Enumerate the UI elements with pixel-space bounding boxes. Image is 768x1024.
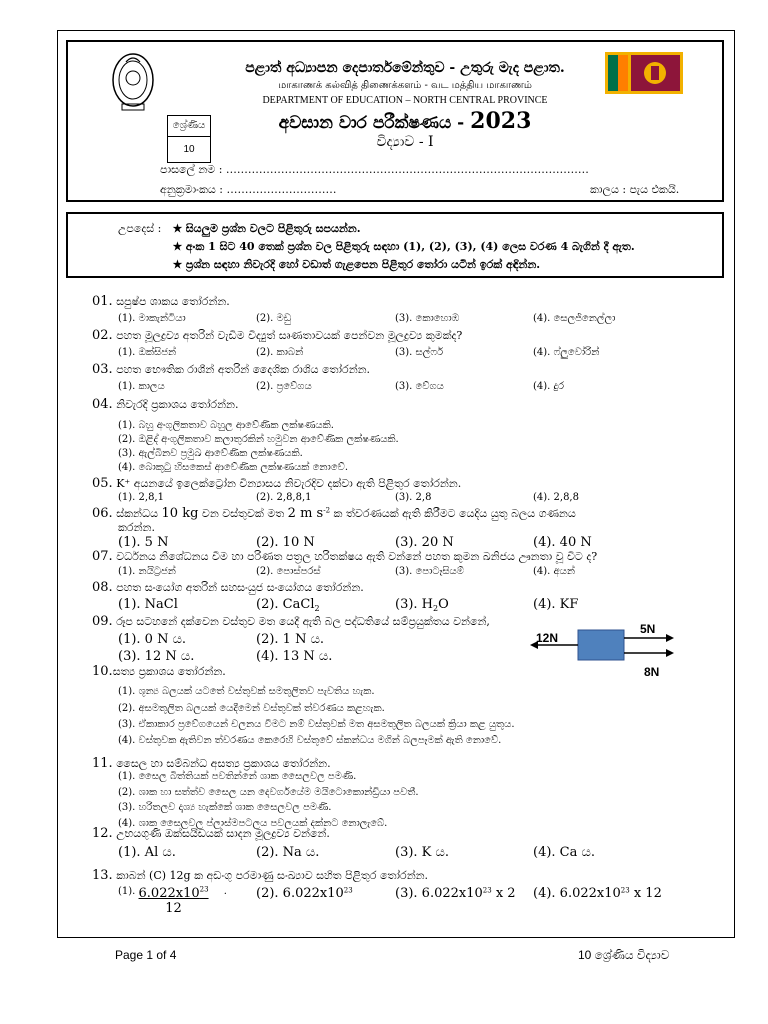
q13-option-3[interactable]: (3). $6.022x10^{23}$ x 2: [395, 886, 516, 901]
q10-option-2[interactable]: (2). අසමතුලිත බලයක් යෙදීමෙන් වස්තුවක් ත්වරණය කළහැක.: [118, 703, 385, 714]
q06-option-1[interactable]: (1). 5 N: [118, 535, 169, 550]
subject-title: විද්‍යාව - I: [376, 134, 434, 150]
q04-option-3[interactable]: (3). ඇල්බිනව ප්‍රමුඛ ආවේණික ලක්ෂණයකි.: [118, 448, 303, 459]
grade-value: 10: [183, 144, 195, 155]
q04-option-1[interactable]: (1). බහු අංගුලිකතාව බහුල ආවේණික ලක්ෂණයකි.: [118, 420, 334, 431]
grade-box: [167, 115, 211, 163]
q02-option-4[interactable]: (4). ෆ්ලුවෝරින්: [533, 347, 600, 358]
question-05: 05. K⁺ අයනයේ ඉලෙක්ට්‍රෝන වින්‍යාසය නිවැරදිව දක්වා ඇති පිළිතුර තෝරන්න.: [92, 476, 462, 491]
q01-option-1[interactable]: (1). මාකැන්ටියා: [118, 313, 186, 324]
header-line-sinhala: පළාත් අධ්‍යාපන දෙපාර්තමේන්තුව - උතුරු මැද පළාත.: [245, 60, 565, 76]
q03-option-4[interactable]: (4). දුර: [533, 381, 565, 392]
school-name-field: පාසලේ නම : ………………………………………………………………………………………: [160, 163, 589, 176]
q01-option-4[interactable]: (4). සෙලජිනෙල්ලා: [533, 313, 616, 324]
question-08: 08. පහත සංයෝග අතරින් සහසංයුජ සංයෝගය තෝරන්න.: [92, 580, 364, 595]
q12-option-3[interactable]: (3). K ය.: [395, 845, 450, 860]
left-force-label: 12N: [536, 631, 559, 645]
index-number-field: අනුක්‍රමාංකය : …………………………: [160, 183, 337, 196]
exam-title-text: අවසාන වාර පරීක්ෂණය -: [278, 113, 465, 133]
instructions-prefix: උපදෙස් :: [118, 222, 162, 235]
q12-option-1[interactable]: (1). Al ය.: [118, 845, 176, 860]
right-force-bottom-label: 8N: [644, 665, 660, 679]
q04-option-4[interactable]: (4). බොකුටු හිසකෙස් ආවේණික ලක්ෂණයක් නොවේ.: [118, 462, 349, 473]
question-12: 12. උභයගුණි ඔක්සයිඩයක් සාදන මූලද්‍රව්‍ය වන්නේ.: [92, 826, 330, 841]
q03-option-2[interactable]: (2). ප්‍රවේගය: [256, 381, 312, 392]
q08-option-3[interactable]: (3). $H_2O$: [395, 597, 449, 613]
q06-option-4[interactable]: (4). 40 N: [533, 535, 592, 550]
force-diagram: [528, 620, 678, 682]
q02-option-3[interactable]: (3). සල්ෆර්: [395, 347, 444, 358]
q13-option-2[interactable]: (2). $6.022x10^{23}$: [256, 886, 353, 901]
footer-subject: 10 ශ්‍රේණිය විද්‍යාව: [578, 948, 670, 962]
q05-option-4[interactable]: (4). 2,8,8: [533, 492, 579, 503]
q07-option-1[interactable]: (1). නයිට්‍රජන්: [118, 566, 176, 577]
time-label: කාලය : පැය එකයි.: [590, 183, 680, 196]
q12-option-2[interactable]: (2). Na ය.: [256, 845, 320, 860]
q08-option-4[interactable]: (4). KF: [533, 597, 579, 612]
q11-option-3[interactable]: (3). හරිතලව දෘශ්‍ය හැක්කේ ශාක සෛලවල පමණි.: [118, 802, 332, 813]
q05-option-3[interactable]: (3). 2,8: [395, 492, 432, 503]
q10-option-1[interactable]: (1). ශුන්‍ය බලයක් යටතේ වස්තුවක් සමතුලිතව පැවතිය හැක.: [118, 686, 375, 697]
question-09: 09. රූප සටහනේ දක්වෙන වස්තුව මත යෙදී ඇති බල පද්ධතියේ සම්ප්‍රයුක්තය වන්නේ,: [92, 614, 490, 629]
q13-option-1-numerator: $6.022x10^{23}$: [138, 886, 209, 902]
page-number: Page 1 of 4: [115, 948, 177, 962]
question-11: 11. සෛල හා සම්බන්ධ අසත්‍ය ප්‍රකාශය තෝරන්න.: [92, 756, 331, 771]
q08-option-2[interactable]: (2). CaCl$_2$: [256, 597, 320, 613]
q08-option-1[interactable]: (1). NaCl: [118, 597, 178, 612]
q11-option-4[interactable]: (4). ශාක සෛලවල ප්ලාස්මපටලය පවලයක් දක්නට නොලැබේ.: [118, 818, 388, 829]
question-02: 02. පහත මූලද්‍රව්‍ය අතරින් වැඩිම විද්‍යුත් සෘණතාවයක් පෙන්වන මූලද්‍රව්‍ය කුමක්ද?: [92, 328, 463, 343]
question-07: 07. වර්ධනය නිශේධනය වීම හා පරිණත පත්‍රල හරිතක්ෂය ඇති වන්නේ පහත කුමන ඛනිජය ඌනතා වූ විට ද?: [92, 549, 598, 564]
instruction-3: ★ ප්‍රශ්න සඳහා නිවැරදි හෝ වඩාත් ගැළපෙන පිළිතුර තෝරා යටින් ඉරක් අඳින්න.: [173, 258, 541, 271]
q07-option-3[interactable]: (3). පොටෑසියම්: [395, 566, 464, 577]
header-line-tamil: மாகாணக் கல்வித் திணைக்களம் - வட மத்திய மாகாணம்: [278, 80, 532, 91]
right-force-top-label: 5N: [640, 622, 656, 636]
q02-option-1[interactable]: (1). ඔක්සිජන්: [118, 347, 177, 358]
q13-option-1-denominator: 12: [165, 901, 182, 917]
instruction-1: ★ සියලුම ප්‍රශ්න වලට පිළිතුරු සපයන්න.: [173, 222, 361, 235]
grade-label: ශ්‍රේණිය: [168, 116, 210, 137]
question-13: 13. කාබන් (C) 12g ක අඩංගු පරමාණු සංඛ්‍යාව සහිත පිළිතුර තෝරන්න.: [92, 868, 429, 883]
question-10: 10.සත්‍ය ප්‍රකාශය තෝරන්න.: [92, 664, 226, 679]
q03-option-1[interactable]: (1). කාලය: [118, 381, 165, 392]
q06-option-2[interactable]: (2). 10 N: [256, 535, 315, 550]
q11-option-1[interactable]: (1). සෛල බිත්තියක් පවතින්නේ ශාක සෛලවල පමණි.: [118, 771, 357, 782]
q09-option-4[interactable]: (4). 13 N ය.: [256, 649, 333, 664]
question-06: 06. ස්කන්ධය 10 kg වන වස්තුවක් මත 2 m $s^{-2}$ ක ත්වරණයක් ඇති කිරීමට යෙදිය යුතු බලය ගණනය: [92, 506, 576, 521]
q12-option-4[interactable]: (4). Ca ය.: [533, 845, 595, 860]
header-line-english: DEPARTMENT OF EDUCATION – NORTH CENTRAL PROVINCE: [262, 95, 548, 106]
force-diagram-box: [578, 630, 624, 660]
q13-option-1[interactable]: (1). $\frac{6.022x10^{23}}{12}$ .: [118, 886, 227, 917]
q04-option-2[interactable]: (2). ඔළිද් අංගුලිකතාව කලාතුරකින් හමුවන ආවේණික ලක්ෂණයකි.: [118, 434, 399, 445]
q09-option-3[interactable]: (3). 12 N ය.: [118, 649, 195, 664]
q09-option-2[interactable]: (2). 1 N ය.: [256, 632, 325, 647]
q07-option-4[interactable]: (4). අයන්: [533, 566, 575, 577]
q10-option-4[interactable]: (4). වස්තුවක ඇතිවන ත්වරණය කෙරෙහි වස්තුවේ ස්කන්ධය මගින් බලපෑමක් ඇති නොවේ.: [118, 735, 502, 746]
q07-option-2[interactable]: (2). පොස්පරස්: [256, 566, 321, 577]
q02-option-2[interactable]: (2). කාබන්: [256, 347, 304, 358]
q09-option-1[interactable]: (1). 0 N ය.: [118, 632, 187, 647]
q06-option-3[interactable]: (3). 20 N: [395, 535, 454, 550]
q01-option-2[interactable]: (2). මඩු: [256, 313, 292, 324]
instruction-2: ★ අංක 1 සිට 40 තෙක් ප්‍රශ්න වල පිළිතුරු සඳහා (1), (2), (3), (4) ලෙස වරණ 4 බැගින් දී ඇත.: [173, 240, 635, 253]
q05-option-2[interactable]: (2). 2,8,8,1: [256, 492, 312, 503]
question-03: 03. පහත භෞතික රාශීන් අතරින් දෛශික රාශිය තෝරන්න.: [92, 362, 371, 377]
q05-option-1[interactable]: (1). 2,8,1: [118, 492, 164, 503]
question-01: 01. සපුෂ්ප ශාකය තෝරන්න.: [92, 294, 230, 309]
q03-option-3[interactable]: (3). වේගය: [395, 381, 444, 392]
q10-option-3[interactable]: (3). ඒකාකාර ප්‍රවේගයෙන් චලනය වීමට නම් වස්තුවක් මත අසමතුලිත බලයක් ක්‍රියා කළ යුතුය.: [118, 719, 515, 730]
exam-year: 2023: [470, 108, 532, 134]
question-06-line2: කරන්න.: [118, 521, 155, 534]
question-04: 04. නිවැරදි ප්‍රකාශය තෝරන්න.: [92, 397, 239, 412]
q13-option-4[interactable]: (4). $6.022x10^{23}$ x 12: [533, 886, 662, 901]
q11-option-2[interactable]: (2). ශාක හා සත්ත්ව සෛල යන දෙවර්ගයේම මයිටොකොන්ඩ්‍රියා පවතී.: [118, 787, 419, 798]
q01-option-3[interactable]: (3). කොහොඹ: [395, 313, 460, 324]
